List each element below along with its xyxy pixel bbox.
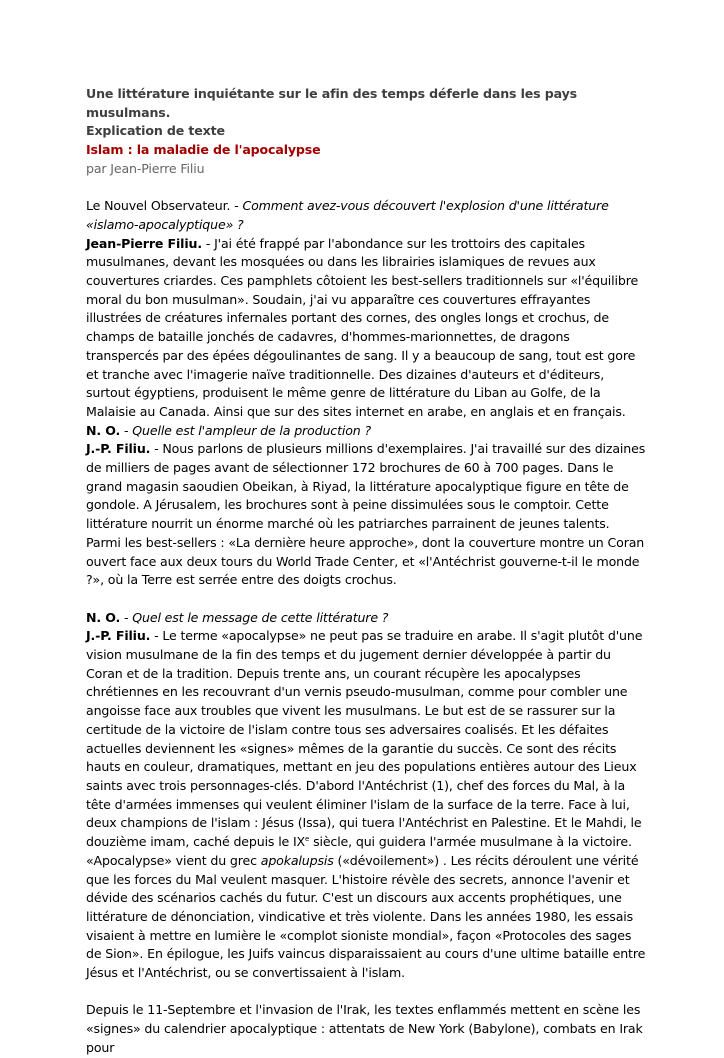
spacer: [86, 983, 646, 1002]
question-3: [86, 609, 646, 628]
article-kicker: Une littérature inquiétante sur le afin des temps déferle dans les pays musulmans.: [86, 86, 577, 120]
question-1: [86, 197, 646, 234]
answer-text: Nous parlons de plusieurs millions d'exemplaires. J'ai travaillé sur des dizaines de milliers de pages avant de sélectionner 172 brochures de 60 à 700 pages. Dans le grand magasin saoudien Obeikan, à Riyad, la littérature apocalyptique figure en tête de gondole. A Jérusalem, les brochures sont à peine dissimulées sous le comptoir. Cette littérature nourrit un énorme marché où les patriarches parrainent de jeunes talents. Parmi les best-sellers : «La dernière heure approche», dont la couverture montre un Coran ouvert face aux deux tours du World Trade Center, et «l'Antéchrist gouverne-t-il le monde ?», où la Terre est serrée entre des doigts crochus.: [86, 441, 646, 588]
speaker-label: N. O.: [86, 422, 121, 438]
speaker-label: Jean-Pierre Filiu.: [86, 235, 202, 251]
speaker-label: J.-P. Filiu.: [86, 441, 151, 457]
superscript: e: [305, 834, 310, 843]
question-2: [86, 422, 646, 441]
separator: -: [230, 198, 243, 214]
answer-text-cont: siècle, qui guidera l'armée musulmane à la victoire.: [309, 834, 632, 850]
article-byline: par Jean-Pierre Filiu: [86, 160, 205, 176]
answer-3: [86, 627, 646, 851]
separator: -: [201, 235, 215, 251]
greek-term: apokalupsis: [260, 852, 334, 868]
question-text: Quelle est l'ampleur de la production ?: [132, 422, 371, 438]
speaker-label: J.-P. Filiu.: [86, 628, 151, 644]
paragraph-text-cont: («dévoilement») . Les récits déroulent une vérité que les forces du Mal veulent masquer. L'histoire révèle des secrets, annonce l'avenir et dévide des scénarios cachés du futur. C'est un discours aux accents prophétiques, une littérature de dénonciation, vindicative et très violente. Dans les années 1980, les essais visaient à mettre en lumière le «complot sioniste mondial», façon «Protocoles des sages de Sion». En épilogue, les Juifs vaincus disparaissaient au cours d'une ultime bataille entre Jésus et l'Antéchrist, ou se convertissaient à l'islam.: [86, 852, 646, 981]
answer-text: J'ai été frappé par l'abondance sur les trottoirs des capitales musulmanes, devant les mosquées ou dans les librairies islamiques de revues aux couvertures criardes. Ces pamphlets côtoient les best-sellers traditionnels sur «l'équilibre moral du bon musulman». Soudain, j'ai vu apparaître ces couvertures effrayantes illustrées de créatures infernales portant des cornes, des ongles longs et crochus, de champs de bataille jonchés de cadavres, d'hommes-marionnettes, de dragons transpercés par des épées dégoulinantes de sang. Il y a beaucoup de sang, tout est gore et tranche avec l'imagerie naïve traditionnelle. Des dizaines d'auteurs et d'éditeurs, surtout égyptiens, produisent le même genre de littérature du Liban au Golfe, de la Malaisie au Canada. Ainsi que sur des sites internet en arabe, en anglais et en français.: [86, 235, 639, 419]
paragraph-apocalypse: [86, 852, 646, 983]
document-page: [86, 85, 646, 1058]
answer-text: Le terme «apocalypse» ne peut pas se traduire en arabe. Il s'agit plutôt d'une vision musulmane de la fin des temps et du jugement dernier développée à partir du Coran et de la tradition. Depuis trente ans, un courant récupère les apocalypses chrétiennes en les recouvrant d'un vernis pseudo-musulman, comme pour combler une angoisse face aux troubles que vivent les musulmans. Le but est de se rassurer sur la certitude de la victoire de l'islam contre tous ses adversaires coalisés. Et les défaites actuelles deviennent les «signes» mêmes de la garantie du succès. Ce sont des récits hauts en couleur, dramatiques, mettant en jeu des populations entières autour des Lieux saints avec trois personnages-clés. D'abord l'Antéchrist (1), chef des forces du Mal, à la tête d'armées immenses qui veulent éliminer l'islam de la surface de la terre. Face à lui, deux champions de l'islam : Jésus (Issa), qui tuera l'Antéchrist en Palestine. Et le Mahdi, le douzième imam, caché depuis le IX: [86, 628, 643, 850]
article-headline: Islam : la maladie de l'apocalypse: [86, 142, 321, 158]
separator: -: [150, 441, 163, 457]
question-text: Comment avez-vous découvert l'explosion d'une littérature «islamo-apocalyptique» ?: [86, 198, 609, 232]
separator: -: [120, 422, 133, 438]
paragraph-text: «Apocalypse» vient du grec: [86, 852, 261, 868]
spacer: [86, 179, 646, 198]
speaker-label: Le Nouvel Observateur.: [86, 198, 231, 214]
question-text: Quel est le message de cette littérature ?: [132, 609, 389, 625]
speaker-label: N. O.: [86, 609, 121, 625]
paragraph-after-911: Depuis le 11-Septembre et l'invasion de l'Irak, les textes enflammés mettent en scène les «signes» du calendrier apocalyptique : attentats de New York (Babylone), combats en Irak pour: [86, 1002, 643, 1055]
answer-1: [86, 235, 646, 422]
separator: -: [120, 609, 133, 625]
spacer: [86, 590, 646, 609]
answer-2: [86, 440, 646, 590]
separator: -: [150, 628, 163, 644]
article-section: Explication de texte: [86, 123, 225, 139]
